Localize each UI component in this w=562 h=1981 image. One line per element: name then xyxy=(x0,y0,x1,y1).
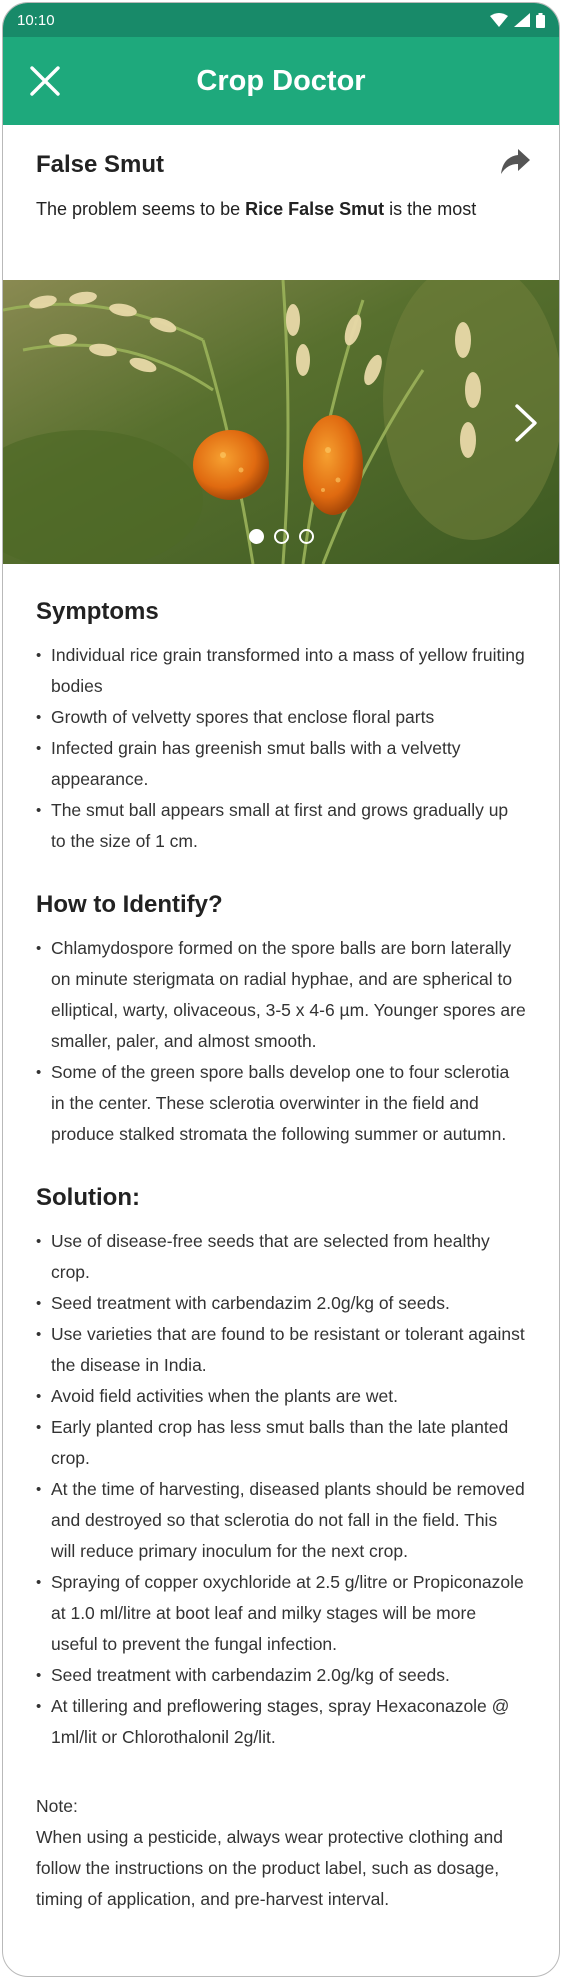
app-title: Crop Doctor xyxy=(196,64,366,97)
list-item: • Infected grain has greenish smut balls with a velvetty appearance. xyxy=(36,733,526,795)
list-item: • Use varieties that are found to be resistant or tolerant against the disease in India. xyxy=(36,1319,526,1381)
list-item: • Growth of velvetty spores that enclose floral parts xyxy=(36,702,526,733)
list-item: • The smut ball appears small at first and grows gradually up to the size of 1 cm. xyxy=(36,795,526,857)
signal-icon xyxy=(514,13,530,27)
note-section xyxy=(36,1791,526,1915)
share-icon xyxy=(499,147,531,177)
carousel-dot[interactable] xyxy=(274,529,289,544)
list-item: • At tillering and preflowering stages, spray Hexaconazole @ 1ml/lit or Chlorothalonil 2g/lit. xyxy=(36,1691,526,1753)
app-screen xyxy=(2,2,560,1977)
app-bar xyxy=(3,37,559,125)
list-item: • Individual rice grain transformed into a mass of yellow fruiting bodies xyxy=(36,640,526,702)
identify-heading: How to Identify? xyxy=(36,891,223,918)
battery-icon xyxy=(536,13,545,28)
list-item: • Use of disease-free seeds that are selected from healthy crop. xyxy=(36,1226,526,1288)
carousel-image xyxy=(3,280,559,564)
list-item: • Seed treatment with carbendazim 2.0g/kg of seeds. xyxy=(36,1288,526,1319)
details-content xyxy=(3,598,559,1915)
list-item: • Some of the green spore balls develop one to four sclerotia in the center. These sclerotia overwinter in the field and produce stalked stromata the following summer or autumn. xyxy=(36,1057,526,1150)
identify-list xyxy=(36,933,526,1150)
carousel-dot[interactable] xyxy=(299,529,314,544)
summary-prefix: The problem seems to be xyxy=(36,199,246,219)
diagnosis-intro xyxy=(3,125,559,280)
share-button[interactable] xyxy=(499,147,531,177)
image-carousel[interactable] xyxy=(3,280,559,564)
solution-heading: Solution: xyxy=(36,1184,140,1211)
list-item: • Early planted crop has less smut balls than the late planted crop. xyxy=(36,1412,526,1474)
note-label: Note: xyxy=(36,1796,78,1816)
status-time: 10:10 xyxy=(17,11,55,29)
wifi-icon xyxy=(490,13,508,27)
list-item: • At the time of harvesting, diseased plants should be removed and destroyed so that sclerotia do not fall in the field. This will reduce primary inoculum for the next crop. xyxy=(36,1474,526,1567)
next-image-button[interactable] xyxy=(511,402,541,444)
carousel-indicator xyxy=(3,529,559,544)
close-button[interactable] xyxy=(25,61,65,101)
symptoms-list xyxy=(36,640,526,857)
summary-disease-name: Rice False Smut xyxy=(245,199,385,219)
list-item: • Chlamydospore formed on the spore balls are born laterally on minute sterigmata on radial hyphae, and are spherical to elliptical, warty, olivaceous, 3-5 x 4-6 µm. Younger spores are smaller, paler, and almost smooth. xyxy=(36,933,526,1057)
list-item: • Spraying of copper oxychloride at 2.5 g/litre or Propiconazole at 1.0 ml/litre at boot leaf and milky stages will be more useful to prevent the fungal infection. xyxy=(36,1567,526,1660)
status-bar xyxy=(3,3,559,37)
disease-title: False Smut xyxy=(36,151,165,178)
symptoms-heading: Symptoms xyxy=(36,598,159,625)
list-item: • Seed treatment with carbendazim 2.0g/kg of seeds. xyxy=(36,1660,526,1691)
solution-list xyxy=(36,1226,526,1753)
chevron-right-icon xyxy=(511,402,541,444)
note-text: When using a pesticide, always wear protective clothing and follow the instructions on the product label, such as dosage, timing of application, and pre-harvest interval. xyxy=(36,1827,503,1909)
status-icons xyxy=(490,13,545,28)
summary-suffix: is the most xyxy=(384,199,477,219)
close-icon xyxy=(30,66,60,96)
diagnosis-summary xyxy=(36,199,526,220)
carousel-dot[interactable] xyxy=(249,529,264,544)
list-item: • Avoid field activities when the plants are wet. xyxy=(36,1381,526,1412)
